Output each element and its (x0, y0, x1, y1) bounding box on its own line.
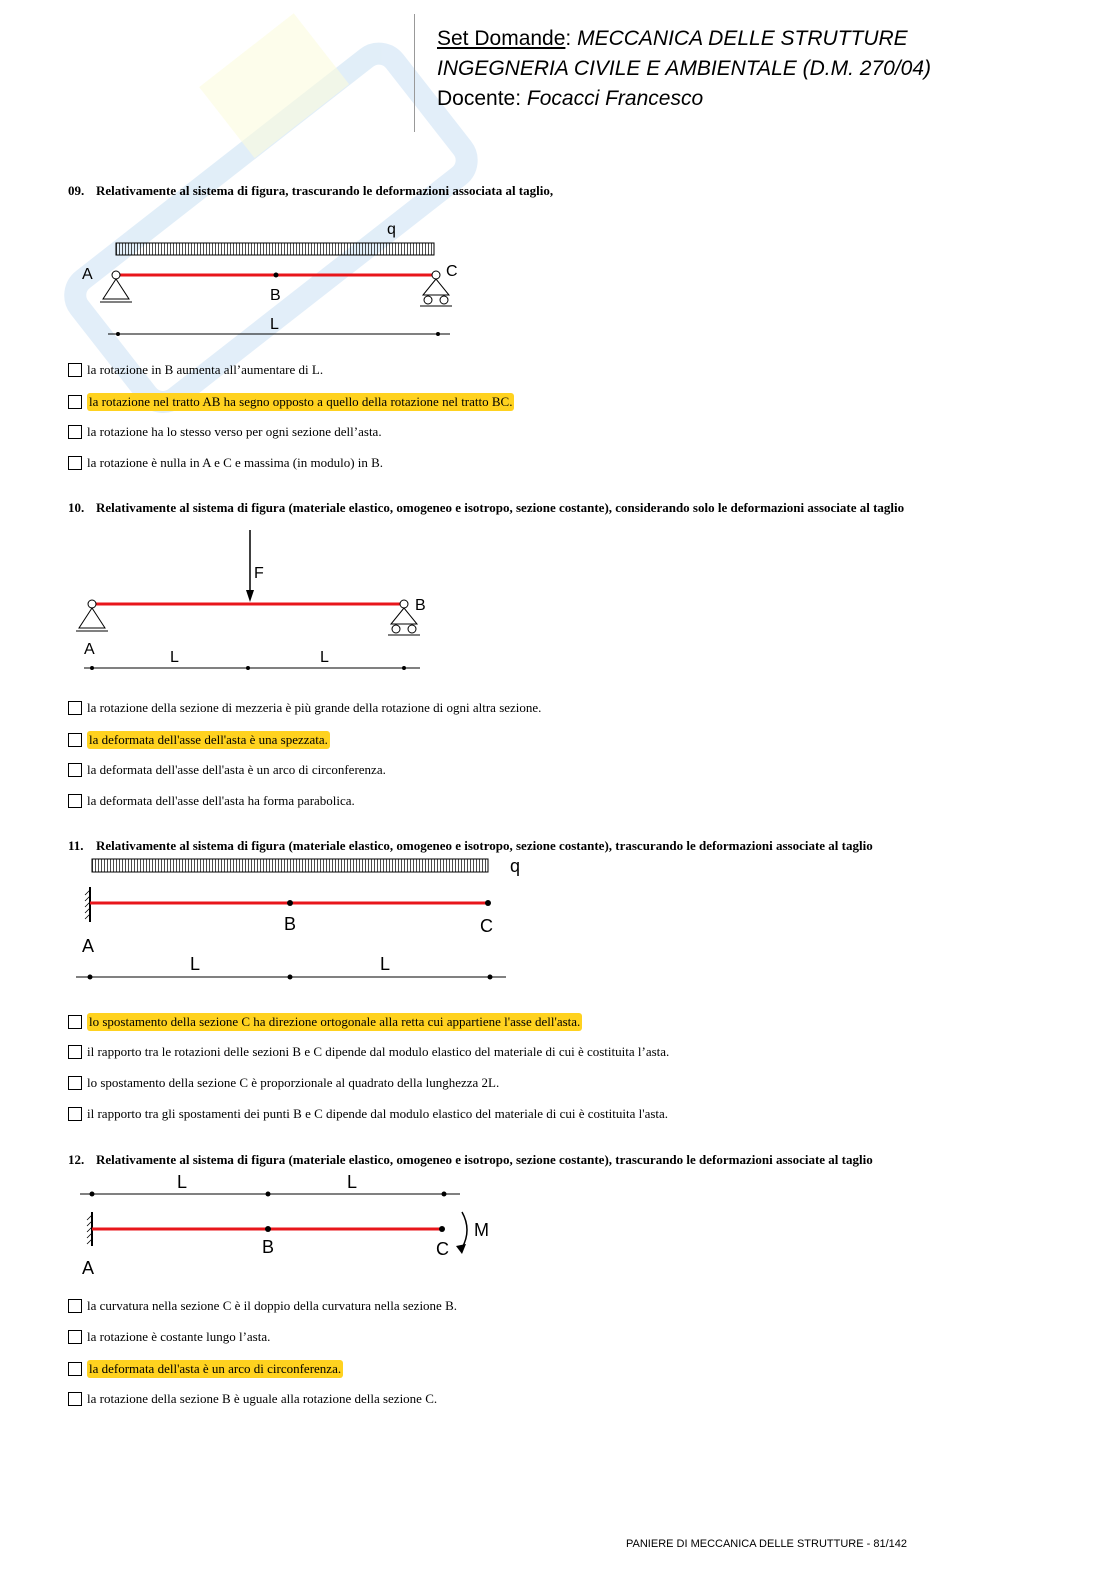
q12-option-3[interactable] (68, 1360, 343, 1378)
checkbox[interactable] (68, 456, 82, 470)
q12-option-4[interactable] (68, 1391, 437, 1407)
load-label-q: q (387, 221, 396, 238)
figure-11-cantilever-distributed-load (70, 854, 530, 994)
q11-option-3[interactable] (68, 1075, 499, 1091)
label-b: B (284, 914, 297, 934)
option-text-highlighted: la deformata dell'asse dell'asta è una spezzata. (89, 732, 328, 747)
question-text: Relativamente al sistema di figura (materiale elastico, omogeneo e isotropo, sezione costante), trascurando le deformazioni associate al taglio (96, 1152, 873, 1167)
label-b: B (415, 597, 426, 614)
figure-10-beam-point-load (70, 528, 450, 678)
question-text: Relativamente al sistema di figura (materiale elastico, omogeneo e isotropo, sezione costante), trascurando le deformazioni associate al taglio (96, 838, 873, 853)
checkbox[interactable] (68, 1299, 82, 1313)
option-text: il rapporto tra gli spostamenti dei punti B e C dipende dal modulo elastico del materiale di cui è costituita l'asta. (87, 1106, 669, 1121)
checkbox[interactable] (68, 733, 82, 747)
option-text: la rotazione in B aumenta all’aumentare di L. (87, 362, 324, 377)
teacher-label: Docente: (437, 87, 522, 110)
label-b: B (262, 1237, 275, 1257)
q12-option-1[interactable] (68, 1298, 457, 1314)
q10-option-2[interactable] (68, 731, 330, 749)
label-b: B (270, 287, 281, 304)
question-text: Relativamente al sistema di figura (materiale elastico, omogeneo e isotropo, sezione costante), considerando solo le deformazioni associate al taglio (96, 500, 905, 515)
question-number: 09. (68, 183, 85, 198)
label-a: A (84, 641, 95, 658)
option-text-highlighted: la rotazione nel tratto AB ha segno opposto a quello della rotazione nel tratto BC. (89, 394, 513, 409)
teacher-name: Focacci Francesco (526, 87, 704, 110)
q09-option-3[interactable] (68, 424, 382, 440)
distributed-load (116, 243, 434, 255)
q12-option-2[interactable] (68, 1329, 270, 1345)
label-c: C (446, 263, 458, 280)
roller-support-c (423, 279, 449, 295)
q09-option-2[interactable] (68, 393, 514, 411)
question-number: 12. (68, 1152, 85, 1167)
label-a: A (82, 266, 93, 283)
document-header (414, 14, 1095, 132)
q11-option-2[interactable] (68, 1044, 669, 1060)
option-text: la rotazione ha lo stesso verso per ogni sezione dell’asta. (87, 424, 382, 439)
q10-option-4[interactable] (68, 793, 355, 809)
distributed-load (92, 859, 488, 872)
question-number: 11. (68, 838, 84, 853)
checkbox[interactable] (68, 1045, 82, 1059)
label-l2: L (320, 649, 329, 666)
option-text: lo spostamento della sezione C è proporzionale al quadrato della lunghezza 2L. (87, 1075, 500, 1090)
header-line-course: Set Domande: MECCANICA DELLE STRUTTURE (437, 27, 908, 50)
q10-option-1[interactable] (68, 700, 541, 716)
checkbox[interactable] (68, 794, 82, 808)
label-l1: L (170, 649, 179, 666)
header-line-teacher (437, 84, 703, 114)
degree-name: INGEGNERIA CIVILE E AMBIENTALE (D.M. 270/04) (437, 57, 932, 80)
checkbox[interactable] (68, 363, 82, 377)
q10-option-3[interactable] (68, 762, 386, 778)
label-l1: L (190, 954, 201, 974)
option-text: la deformata dell'asse dell'asta ha forma parabolica. (87, 793, 355, 808)
option-text: la curvatura nella sezione C è il doppio della curvatura nella sezione B. (87, 1298, 457, 1313)
figure-09-simply-supported-beam (70, 212, 470, 342)
pin-support-a (79, 608, 105, 628)
set-label: Set Domande (437, 27, 566, 50)
option-text: la rotazione della sezione B è uguale alla rotazione della sezione C. (87, 1391, 438, 1406)
checkbox[interactable] (68, 1107, 82, 1121)
moment-arrow (462, 1212, 467, 1248)
roller-support-b (391, 608, 417, 624)
checkbox[interactable] (68, 1392, 82, 1406)
q09-option-1[interactable] (68, 362, 323, 378)
question-12-title (68, 1152, 873, 1168)
q09-option-4[interactable] (68, 455, 383, 471)
page-footer: PANIERE DI MECCANICA DELLE STRUTTURE - 81/142 (626, 1538, 907, 1550)
checkbox[interactable] (68, 763, 82, 777)
question-text: Relativamente al sistema di figura, trascurando le deformazioni associata al taglio, (96, 183, 554, 198)
checkbox[interactable] (68, 1362, 82, 1376)
checkbox[interactable] (68, 1076, 82, 1090)
question-09-title (68, 183, 553, 199)
label-f: F (254, 565, 264, 582)
label-l1: L (177, 1172, 188, 1192)
option-text: la rotazione è costante lungo l’asta. (87, 1329, 271, 1344)
label-l: L (270, 316, 279, 333)
question-10-title (68, 500, 904, 516)
option-text: la deformata dell'asse dell'asta è un arco di circonferenza. (87, 762, 386, 777)
label-c: C (480, 916, 493, 936)
option-text-highlighted: la deformata dell'asta è un arco di circonferenza. (89, 1361, 342, 1376)
option-text: il rapporto tra le rotazioni delle sezioni B e C dipende dal modulo elastico del materiale di cui è costituita l’asta. (87, 1044, 670, 1059)
option-text: la rotazione della sezione di mezzeria è più grande della rotazione di ogni altra sezione. (87, 700, 542, 715)
label-l2: L (380, 954, 391, 974)
label-m: M (474, 1220, 489, 1240)
label-a: A (82, 1258, 95, 1278)
load-label-q: q (510, 856, 521, 876)
course-name: MECCANICA DELLE STRUTTURE (577, 27, 908, 50)
option-text-highlighted: lo spostamento della sezione C ha direzione ortogonale alla retta cui appartiene l'asse dell'asta. (89, 1014, 581, 1029)
checkbox[interactable] (68, 425, 82, 439)
checkbox[interactable] (68, 1015, 82, 1029)
checkbox[interactable] (68, 701, 82, 715)
question-number: 10. (68, 500, 85, 515)
q11-option-1[interactable] (68, 1013, 582, 1031)
header-line-degree (437, 54, 931, 84)
q11-option-4[interactable] (68, 1106, 668, 1122)
label-a: A (82, 936, 95, 956)
label-c: C (436, 1239, 449, 1259)
checkbox[interactable] (68, 1330, 82, 1344)
question-11-title (68, 838, 873, 854)
pin-support-a (103, 279, 129, 299)
figure-12-cantilever-moment (70, 1170, 510, 1282)
checkbox[interactable] (68, 395, 82, 409)
label-l2: L (347, 1172, 358, 1192)
option-text: la rotazione è nulla in A e C e massima (in modulo) in B. (87, 455, 384, 470)
